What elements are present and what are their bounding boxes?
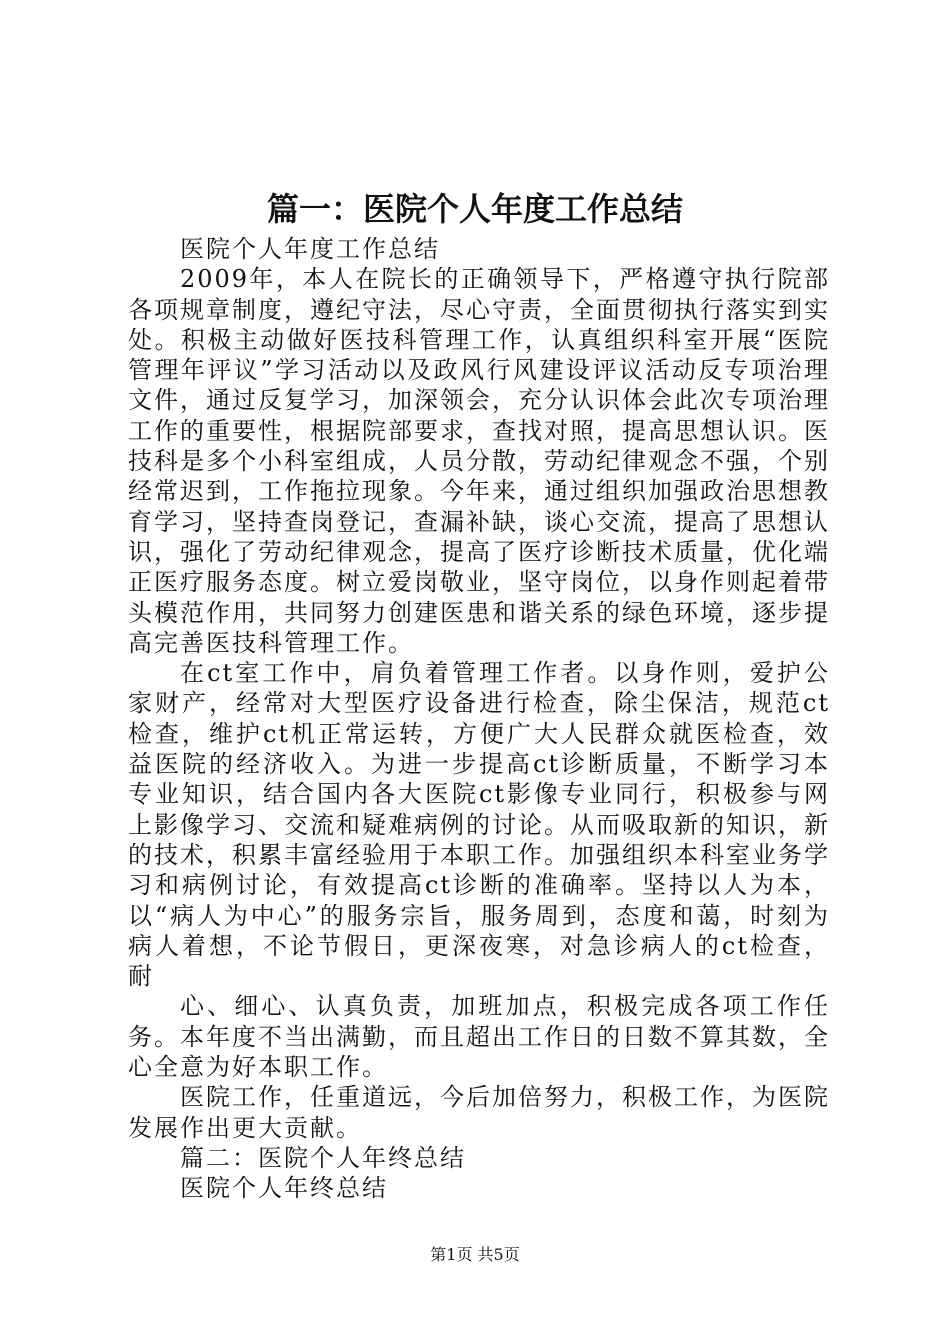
paragraph-subtitle: 医院个人年度工作总结 xyxy=(180,235,440,263)
paragraph-management-work: 2009年，本人在院长的正确领导下，严格遵守执行院部各项规章制度，遵纪守法，尽心守责，全面贯彻执行落实到实处。积极主动做好医技科管理工作，认真组织科室开展“医院管理年评议”学习活动以及政风行风建设评议活动反专项治理文件，通过反复学习，加深领会，充分认识体会此次专项治理工作的重要性，根据院部要求，查找对照，提高思想认识。医技科是多个小科室组成，人员分散，劳动纪律观念不强，个别经常迟到，工作拖拉现象。今年来，通过组织加强政治思想教育学习，坚持查岗登记，查漏补缺，谈心交流，提高了思想认识，强化了劳动纪律观念，提高了医疗诊断技术质量，优化端正医疗服务态度。树立爱岗敬业，坚守岗位，以身作则起着带头模范作用，共同努力创建医患和谐关系的绿色环境，逐步提高完善医技科管理工作。 xyxy=(128,265,830,657)
document-body xyxy=(128,234,830,1204)
document-title: 篇一：医院个人年度工作总结 xyxy=(266,190,683,228)
page-footer: 第1页 共5页 xyxy=(430,1245,520,1264)
section-two-subtitle: 医院个人年终总结 xyxy=(180,1174,388,1203)
paragraph-conclusion: 医院工作，任重道远，今后加倍努力，积极工作，为医院发展作出更大贡献。 xyxy=(128,1083,830,1142)
paragraph-ct-room-work: 在ct室工作中，肩负着管理工作者。以身作则，爱护公家财产，经常对大型医疗设备进行检查，除尘保洁，规范ct检查，维护ct机正常运转，方便广大人民群众就医检查，效益医院的经济收入。为进一步提高ct诊断质量，不断学习本专业知识，结合国内各大医院ct影像专业同行，积极参与网上影像学习、交流和疑难病例的讨论。从而吸取新的知识，新的技术，积累丰富经验用于本职工作。加强组织本科室业务学习和病例讨论，有效提高ct诊断的准确率。坚持以人为本，以“病人为中心”的服务宗旨，服务周到，态度和蔼，时刻为病人着想，不论节假日，更深夜寒，对急诊病人的ct检查，耐 xyxy=(128,659,830,991)
paragraph-dedication: 心、细心、认真负责，加班加点，积极完成各项工作任务。本年度不当出满勤，而且超出工作日的日数不算其数，全心全意为好本职工作。 xyxy=(128,992,830,1082)
section-two-heading: 篇二：医院个人年终总结 xyxy=(180,1143,466,1172)
